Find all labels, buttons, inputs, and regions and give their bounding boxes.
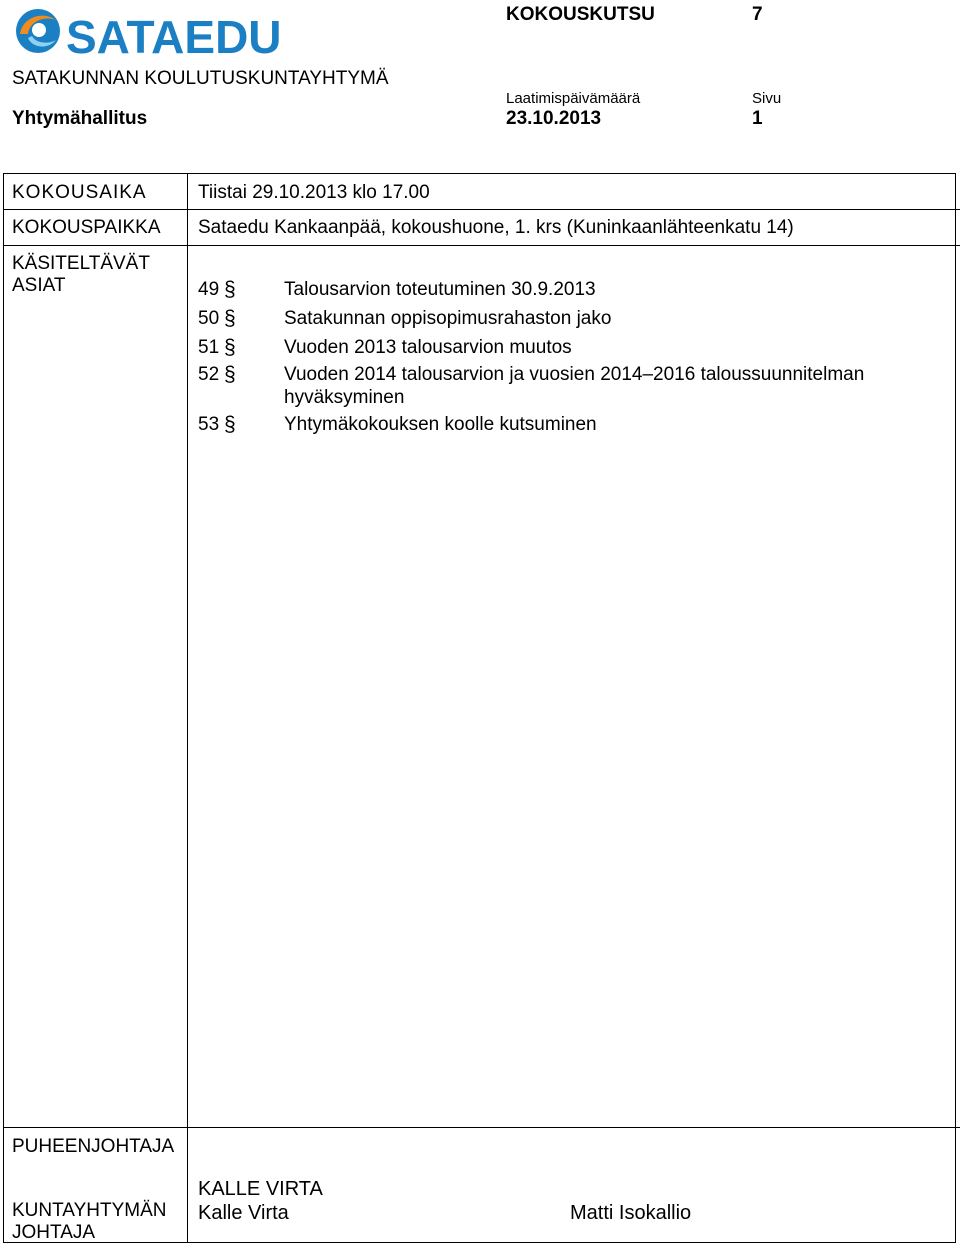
meeting-time-label: KOKOUSAIKA [12,182,147,203]
agenda-item-number: 53 [198,414,220,435]
date-value: 23.10.2013 [506,108,602,129]
unit-name: Yhtymähallitus [12,108,148,129]
column-divider [187,173,188,1243]
meeting-place-value: Sataedu Kankaanpää, kokoushuone, 1. krs (Kuninkaanlähteenkatu 14) [198,217,794,238]
agenda-label: ASIAT [12,275,66,296]
document-number: 7 [752,4,763,25]
chair-name-caps: KALLE VIRTA [198,1178,323,1200]
director-name: Matti Isokallio [570,1202,692,1224]
agenda-label: KÄSITELTÄVÄT [12,253,150,274]
section-sign: § [224,278,236,301]
meeting-table [3,173,956,1243]
logo-text: SATAEDU [66,11,282,63]
section-sign: § [224,336,236,359]
row-divider [3,245,960,246]
date-label: Laatimispäivämäärä [506,90,641,107]
chair-name: Kalle Virta [198,1202,289,1224]
agenda-item-number: 52 [198,364,220,385]
page-value: 1 [752,108,763,129]
page-label: Sivu [752,90,782,107]
director-label: KUNTAYHTYMÄN [12,1200,167,1221]
section-sign: § [224,413,236,436]
sataedu-logo [12,4,282,63]
agenda-item-number: 51 [198,337,220,358]
agenda-item-text: Vuoden 2013 talousarvion muutos [284,337,572,358]
agenda-item-text: Yhtymäkokouksen koolle kutsuminen [284,414,597,435]
row-divider [3,209,960,210]
agenda-item-text: Vuoden 2014 talousarvion ja vuosien 2014–2016 taloussuunnitelman [284,364,865,385]
meeting-time-value: Tiistai 29.10.2013 klo 17.00 [198,182,430,203]
agenda-item-text: Talousarvion toteutuminen 30.9.2013 [284,279,596,300]
section-sign: § [224,307,236,330]
document-type: KOKOUSKUTSU [506,4,655,25]
chair-label: PUHEENJOHTAJA [12,1136,175,1157]
agenda-item-text-continued: hyväksyminen [284,387,405,408]
section-sign: § [224,363,236,386]
director-label: JOHTAJA [12,1222,96,1243]
agenda-item-text: Satakunnan oppisopimusrahaston jako [284,308,612,329]
agenda-item-number: 49 [198,279,220,300]
organization-name: SATAKUNNAN KOULUTUSKUNTAYHTYMÄ [12,68,389,89]
agenda-item-number: 50 [198,308,220,329]
row-divider [3,1127,960,1128]
meeting-place-label: KOKOUSPAIKKA [12,217,161,238]
